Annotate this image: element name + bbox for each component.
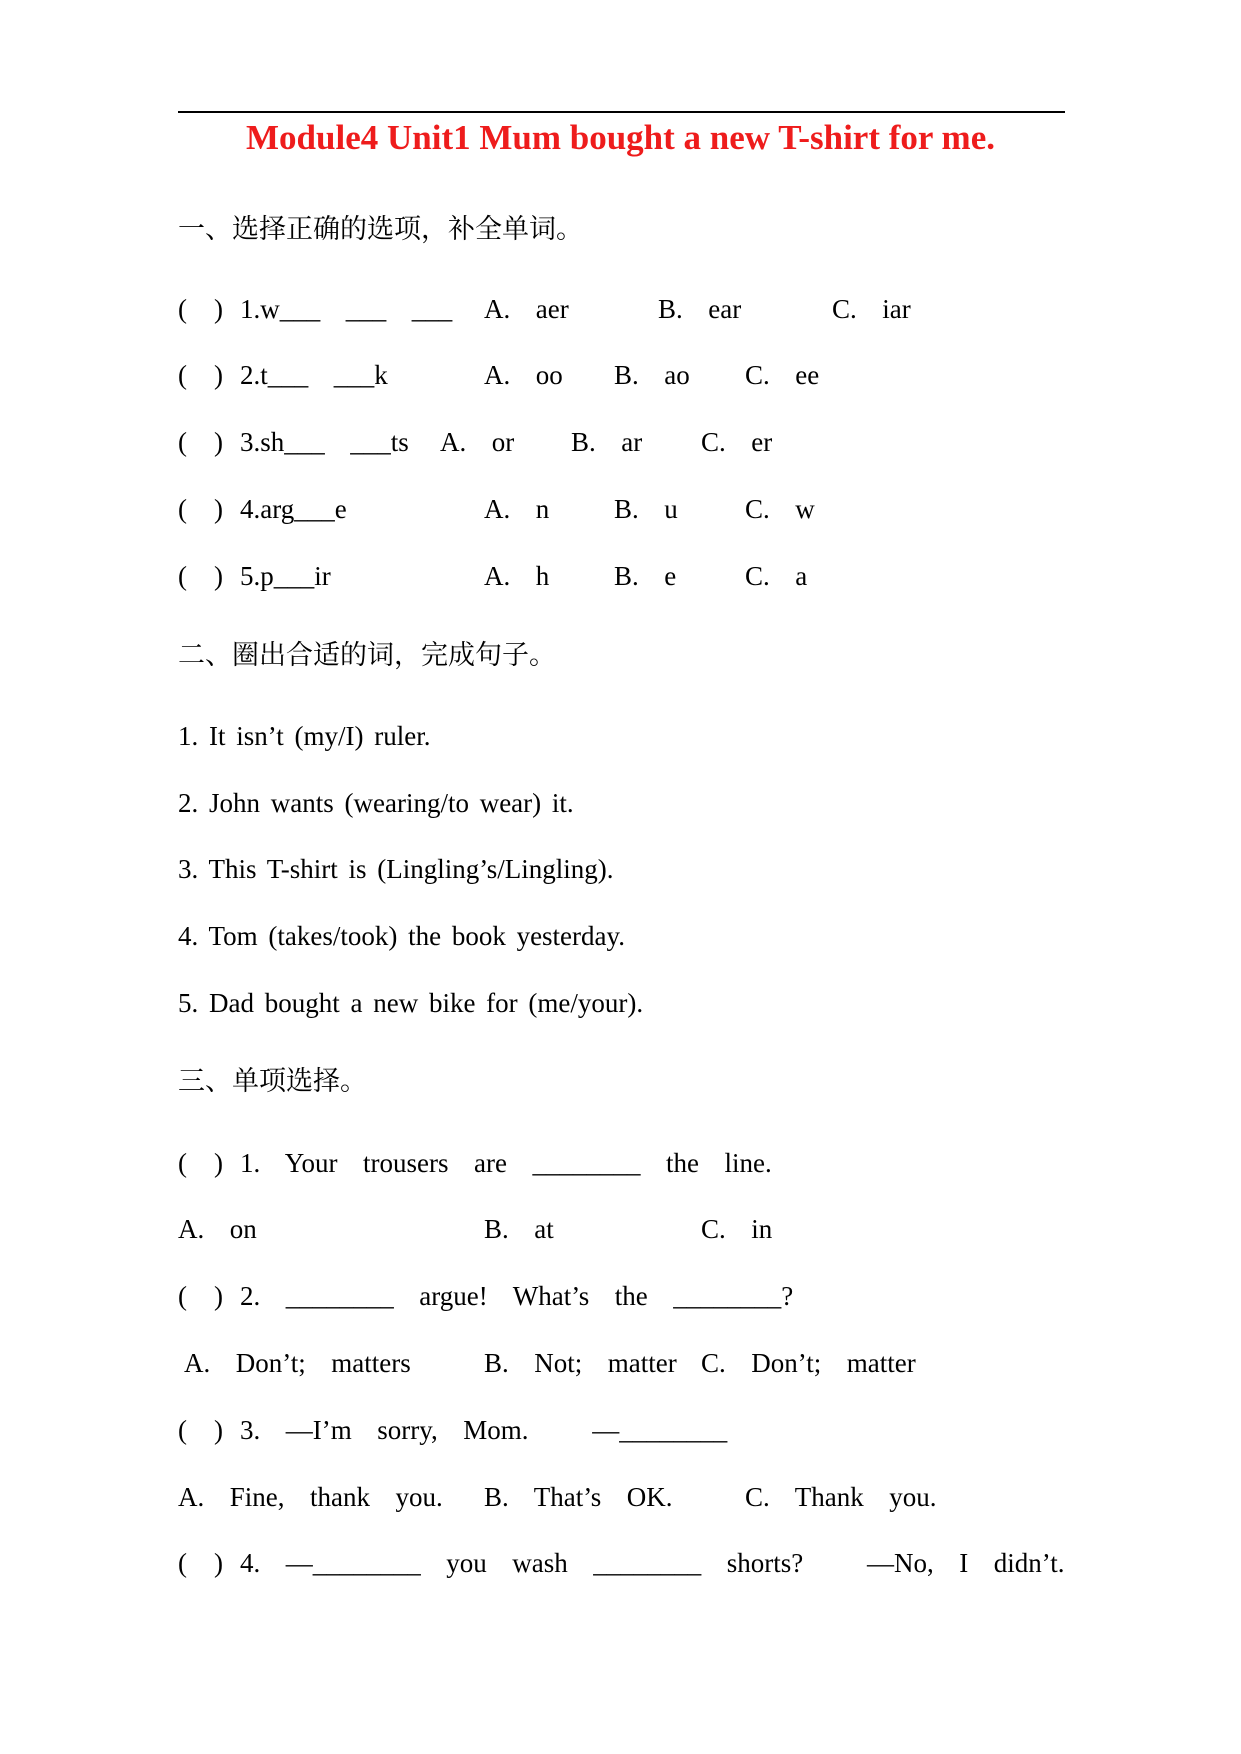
option-b: B. ear: [658, 294, 742, 324]
page-title: Module4 Unit1 Mum bought a new T-shirt for me.: [246, 118, 995, 157]
option-a: A. Don’t; matters: [184, 1348, 411, 1378]
answer-blank[interactable]: ( ): [178, 494, 223, 524]
option-a: A. aer: [484, 294, 569, 324]
sentence-item: 5. Dad bought a new bike for (me/your).: [178, 988, 644, 1018]
question-stem: 1.w___ ___ ___: [240, 294, 453, 324]
question-stem: 2. ________ argue! What’s the ________?: [240, 1281, 794, 1311]
sentence-item: 2. John wants (wearing/to wear) it.: [178, 788, 574, 818]
question-stem: 4. —________ you wash ________ shorts? —No, I didn’t.: [240, 1548, 1065, 1578]
section-3-heading: 三、单项选择。: [178, 1066, 367, 1097]
option-c: C. a: [745, 561, 808, 591]
answer-blank[interactable]: ( ): [178, 561, 223, 591]
question-stem: 3.sh___ ___ts: [240, 427, 409, 457]
option-a: A. Fine, thank you.: [178, 1482, 443, 1512]
sentence-item: 1. It isn’t (my/I) ruler.: [178, 721, 431, 751]
answer-blank[interactable]: ( ): [178, 1548, 223, 1578]
question-stem: 2.t___ ___k: [240, 360, 388, 390]
option-a: A. h: [484, 561, 550, 591]
option-a: A. or: [440, 427, 515, 457]
question-stem: 3. —I’m sorry, Mom. —________: [240, 1415, 728, 1445]
option-b: B. ao: [614, 360, 690, 390]
sentence-item: 3. This T-shirt is (Lingling’s/Lingling).: [178, 854, 614, 884]
option-c: C. iar: [832, 294, 911, 324]
option-a: A. oo: [484, 360, 563, 390]
answer-blank[interactable]: ( ): [178, 1415, 223, 1445]
sentence-item: 4. Tom (takes/took) the book yesterday.: [178, 921, 626, 951]
option-b: B. That’s OK.: [484, 1482, 673, 1512]
option-b: B. at: [484, 1214, 554, 1244]
answer-blank[interactable]: ( ): [178, 1148, 223, 1178]
section-1-heading: 一、选择正确的选项，补全单词。: [178, 214, 583, 245]
answer-blank[interactable]: ( ): [178, 1281, 223, 1311]
answer-blank[interactable]: ( ): [178, 360, 223, 390]
option-a: A. on: [178, 1214, 257, 1244]
option-c: C. w: [745, 494, 815, 524]
header-rule: [178, 111, 1065, 113]
question-stem: 1. Your trousers are ________ the line.: [240, 1148, 772, 1178]
option-c: C. ee: [745, 360, 820, 390]
option-b: B. ar: [571, 427, 643, 457]
question-stem: 5.p___ir: [240, 561, 331, 591]
option-b: B. e: [614, 561, 677, 591]
question-stem: 4.arg___e: [240, 494, 347, 524]
answer-blank[interactable]: ( ): [178, 427, 223, 457]
option-c: C. Don’t; matter: [701, 1348, 916, 1378]
option-b: B. u: [614, 494, 678, 524]
option-c: C. in: [701, 1214, 773, 1244]
option-b: B. Not; matter: [484, 1348, 677, 1378]
option-a: A. n: [484, 494, 550, 524]
answer-blank[interactable]: ( ): [178, 294, 223, 324]
section-2-heading: 二、圈出合适的词，完成句子。: [178, 640, 556, 671]
option-c: C. Thank you.: [745, 1482, 937, 1512]
option-c: C. er: [701, 427, 773, 457]
